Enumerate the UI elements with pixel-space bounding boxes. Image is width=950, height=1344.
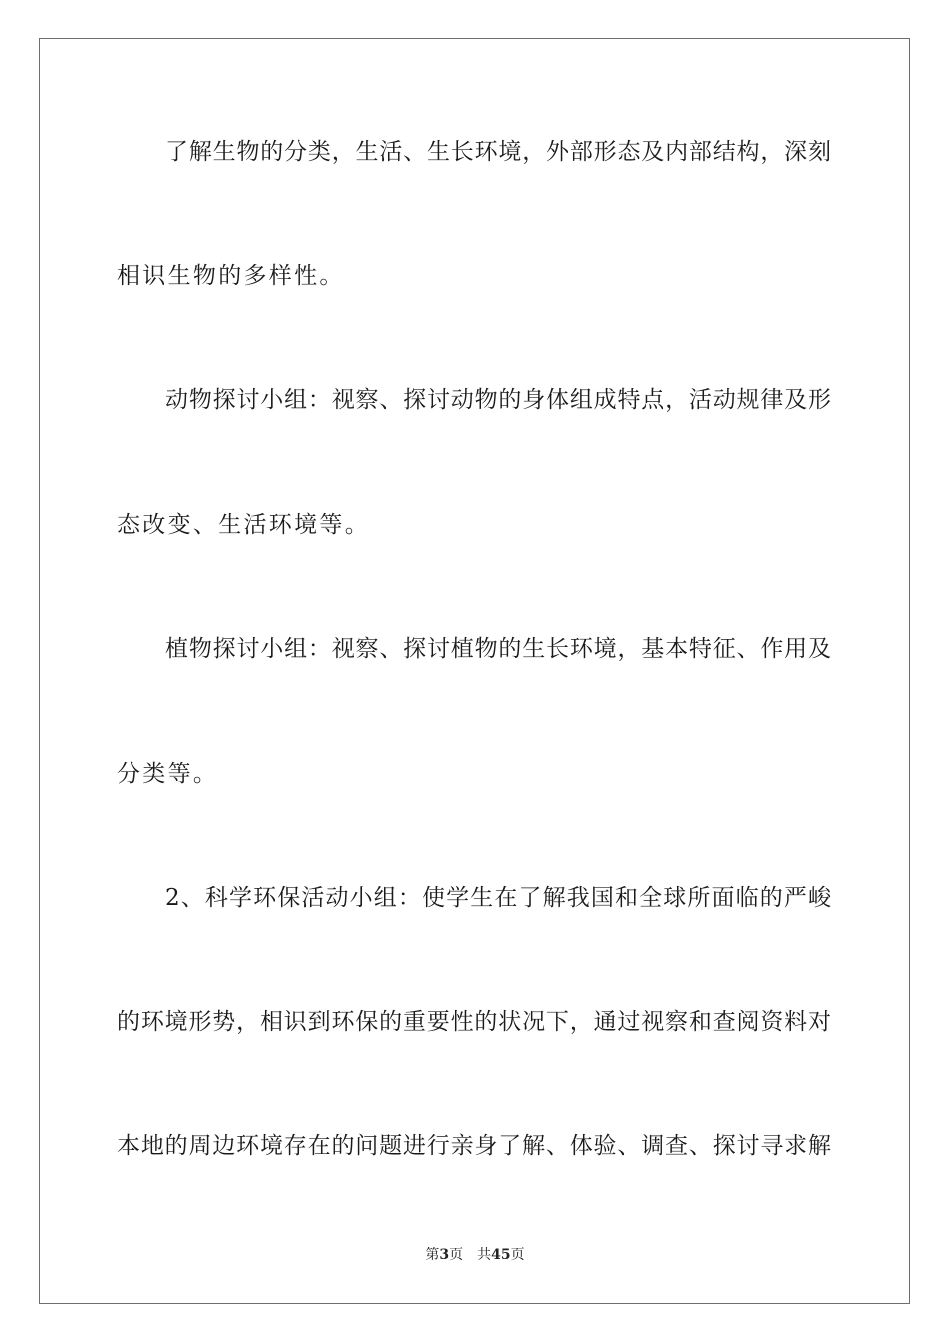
page-border: [39, 38, 910, 1304]
paragraph-line: 态改变、生活环境等。: [117, 512, 370, 538]
paragraph-line: 的环境形势，相识到环保的重要性的状况下，通过视察和查阅资料对: [117, 1009, 831, 1035]
paragraph-line: 相识生物的多样性。: [117, 263, 345, 289]
paragraph-line: 植物探讨小组：视察、探讨植物的生长环境，基本特征、作用及: [165, 636, 831, 662]
total-suffix: 页: [510, 1247, 525, 1263]
paragraph-line: 动物探讨小组：视察、探讨动物的身体组成特点，活动规律及形: [165, 387, 831, 413]
page-number: 3: [439, 1247, 450, 1263]
paragraph-line: 了解生物的分类，生活、生长环境，外部形态及内部结构，深刻: [165, 139, 831, 165]
paragraph-line: 分类等。: [117, 761, 219, 787]
page-footer: [0, 1246, 950, 1264]
paragraph-line: 2、科学环保活动小组：使学生在了解我国和全球所面临的严峻: [165, 885, 831, 911]
page-prefix: 第: [425, 1247, 440, 1263]
paragraph-line: 本地的周边环境存在的问题进行亲身了解、体验、调查、探讨寻求解: [117, 1133, 831, 1159]
page-suffix: 页: [449, 1247, 464, 1263]
total-pages: 45: [491, 1247, 511, 1263]
total-prefix: 共: [477, 1247, 492, 1263]
